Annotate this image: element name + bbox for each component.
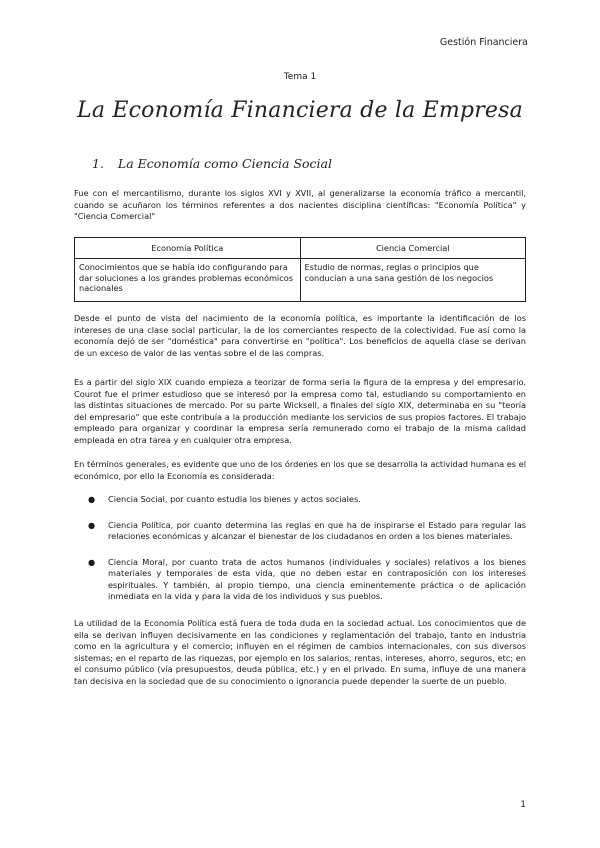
list-item	[88, 520, 526, 543]
list-item	[88, 557, 526, 603]
list-item-text: Ciencia Moral, por cuanto trata de actos humanos (individuales y sociales) relativos a los bienes materiales y temporales de esta vida, que no deben estar en contraposición con los intereses espirituales. Y también, al propio tiempo, una ciencia eminentemente práctica o de aplicación inmediata en la vida y para la vida de los individuos y sus pueblos.	[108, 556, 526, 601]
comparison-table	[74, 237, 526, 302]
body-paragraph: Desde el punto de vista del nacimiento de la economía política, es importante la identificación de los intereses de una clase social particular, la de los comerciantes respecto de la colectividad. Fue así como la economía dejó de ser "doméstica" para convertirse en "política". Los beneficios de aquella clase se derivan de un exceso de valor de las ventas sobre el de las compras.	[74, 313, 526, 358]
running-header: Gestión Financiera	[439, 37, 528, 48]
table-cell: Conocimientos que se había ido configurando para dar soluciones a los grandes problemas económicos nacionales	[75, 259, 301, 302]
body-paragraph: Es a partir del siglo XIX cuando empieza a teorizar de forma seria la figura de la empresa y del empresario. Courot fue el primer estudioso que se interesó por la empresa como tal, estudiando su comportamiento en las distintas situaciones de mercado. Por su parte Wicksell, a finales del siglo XIX, determinaba en su "teoría del empresario" que este contribuía a la producción mediante los servicios de sus propios factores. El trabajo empleado para organizar y coordinar la empresa sería remunerado como el trabajo de la misma calidad empleada en otra tarea y en cualquier otra empresa.	[74, 377, 526, 445]
list-item-text: Ciencia Política, por cuanto determina las reglas en que ha de inspirarse el Estado para regular las relaciones económicas y alcanzar el bienestar de los ciudadanos en orden a los bienes materiales.	[108, 519, 526, 541]
table-row	[75, 259, 526, 302]
section-title: La Economía como Ciencia Social	[117, 156, 333, 171]
table-header-row	[75, 238, 526, 259]
body-paragraph: La utilidad de la Economía Política está fuera de toda duda en la sociedad actual. Los conocimientos que de ella se derivan influyen decisivamente en las condiciones y reglamentación del trabajo, tanto en industria como en la agricultura y el comercio; influyen en el régimen de cambios internacionales, con sus diversos sistemas; en el reparto de las riquezas, por ejemplo en los salarios, rentas, intereses, ahorro, seguros, etc; en el consumo público (vía presupuestos, deuda pública, etc.) y en el privado. En suma, influye de una manera tan decisiva en la sociedad que de su conocimiento o ignorancia puede depender la suerte de un pueblo.	[74, 618, 526, 686]
table-header-cell: Economía Política	[75, 238, 301, 259]
section-heading	[92, 156, 332, 171]
bullet-icon: ●	[88, 519, 96, 530]
page-title: La Economía Financiera de la Empresa	[77, 98, 523, 123]
bullet-icon: ●	[88, 494, 96, 504]
body-paragraph: En términos generales, es evidente que uno de los órdenes en los que se desarrolla la actividad humana es el económico, por ello la Economía es considerada:	[74, 459, 526, 481]
table-cell: Estudio de normas, reglas o principios que conducían a una sana gestión de los negocios	[300, 259, 526, 302]
tema-label: Tema 1	[283, 72, 317, 82]
intro-paragraph: Fue con el mercantilismo, durante los siglos XVI y XVII, al generalizarse la economía tráfico a mercantil, cuando se acuñaron los términos referentes a dos nacientes disciplina científicas: "Economía Política" y "Ciencia Comercial"	[74, 188, 526, 221]
section-number: 1.	[92, 156, 104, 171]
list-item	[88, 494, 526, 506]
bullet-icon: ●	[88, 556, 96, 567]
bullet-list	[88, 494, 526, 617]
page-number: 1	[520, 800, 526, 810]
list-item-text: Ciencia Social, por cuanto estudia los bienes y actos sociales.	[108, 494, 361, 504]
table-header-cell: Ciencia Comercial	[300, 238, 526, 259]
